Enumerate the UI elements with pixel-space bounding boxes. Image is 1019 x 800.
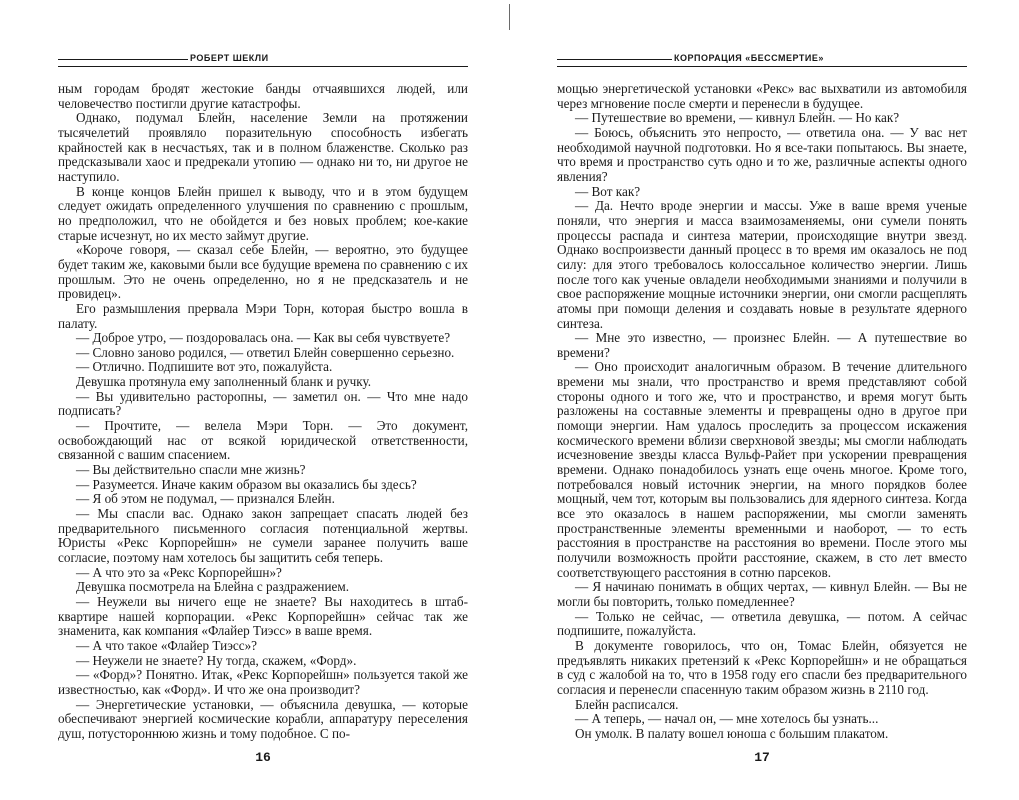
paragraph: — Мне это известно, — произнес Блейн. — А путешествие во времени?	[557, 330, 967, 360]
right-page	[557, 0, 967, 800]
left-head-rule	[58, 66, 468, 67]
paragraph: — Мы спасли вас. Однако закон запрещает спасать людей без предварительного письменного согласия потенциальной жертвы. Юристы «Рекс Корпорейшн» не сумели заранее получить ваше согласие, поэтому нам хотелось бы защитить себя теперь.	[58, 506, 468, 565]
paragraph: — Неужели вы ничего еще не знаете? Вы находитесь в штаб-квартире нашей корпорации. «Рекс Корпорейшн» сейчас так же знаменита, как компания «Флайер Тиэсс» в ваше время.	[58, 593, 468, 639]
paragraph: — Вот как?	[575, 183, 641, 199]
head-leader-line	[58, 59, 188, 60]
head-leader-line	[557, 59, 672, 60]
paragraph: — Только не сейчас, — ответила девушка, — потом. А сейчас подпишите, пожалуйста.	[557, 608, 967, 639]
paragraph: — Прочтите, — велела Мэри Торн. — Это документ, освобождающий нас от всякой юридической ответственности, связанной с вашим спасением.	[58, 418, 468, 463]
paragraph: — Я об этом не подумал, — признался Блейн.	[76, 491, 335, 507]
paragraph: — Боюсь, объяснить это непросто, — ответила она. — У вас нет необходимой научной подготовки. Но я все-таки попытаюсь. Вы знаете, что время и пространство суть одно и то же, различные аспекты одного явления?	[557, 124, 967, 184]
left-body-text	[58, 82, 468, 742]
paragraph: — Неужели не знаете? Ну тогда, скажем, «Форд».	[76, 652, 357, 668]
paragraph: — Оно происходит аналогичным образом. В течение длительного времени мы знали, что пространство и время представляют собой стороны одного и того же, что и пространство, и время могут быть разложены на составные элементы и превращены одно в другое при помощи энергии. Нам удалось проследить за процессом искажения космического времени вблизи сверхновой звезды; мы смогли наблюдать исчезновение звезды класса Вульф-Райет при ускорении превращения времени. Однако понадобилось узнать еще очень многое. Кроме того, потребовался новый источник энергии, на много порядков более мощный, чем тот, которым вы пользовались для ядерного синтеза. Когда все это оказалось в нашем распоряжении, мы смогли заменять пространственные элементы временными и наоборот, — то есть расстояния в пространстве на расстояния во времени. После этого мы получили возможность пройти расстояние, скажем, в сто лет вместо соответствующего расстояния в сотню парсеков.	[557, 359, 967, 580]
paragraph: — Доброе утро, — поздоровалась она. — Как вы себя чувствуете?	[76, 330, 451, 346]
paragraph: — Энергетические установки, — объяснила девушка, — которые обеспечивают энергией космические корабли, аппаратуру переселения душ, потустороннюю жизнь и тому подобное. С по-	[58, 696, 468, 741]
paragraph: — А теперь, — начал он, — мне хотелось бы узнать...	[575, 711, 879, 727]
paragraph: Его размышления прервала Мэри Торн, которая быстро вошла в палату.	[58, 300, 468, 331]
paragraph: Девушка посмотрела на Блейна с раздражением.	[76, 579, 350, 595]
right-running-head-text: КОРПОРАЦИЯ «БЕССМЕРТИЕ»	[674, 53, 824, 63]
right-running-head	[557, 45, 967, 63]
paragraph: Однако, подумал Блейн, население Земли на протяжении тысячелетий проявляло поразительную способность избегать крайностей как в несчастьях, так и в полном блаженстве. Сколько раз предсказывали хаос и предрекали утопию — однако ни то, ни другое не наступило.	[58, 110, 468, 184]
paragraph: мощью энергетической установки «Рекс» вас выхватили из автомобиля через мгновение после смерти и перенесли в будущее.	[557, 81, 967, 111]
paragraph: Блейн расписался.	[575, 696, 679, 712]
right-head-rule	[557, 66, 967, 67]
book-gutter	[509, 4, 510, 30]
left-running-head	[58, 45, 468, 63]
paragraph: — Да. Нечто вроде энергии и массы. Уже в ваше время ученые поняли, что энергия и масса взаимозаменяемы, они сумели понять процессы распада и синтеза материи, происходящие внутри звезд. Однако воспроизвести данный процесс в то время им оказалось не под силу: для этого требовалось колоссальное количество энергии. Лишь после того как ученые овладели необходимыми знаниями и получили в свое распоряжение мощные источники энергии, они смогли расщеплять атомы при помощи деления и создавать новые в результате ядерного синтеза.	[557, 198, 967, 331]
paragraph: — Путешествие во времени, — кивнул Блейн. — Но как?	[575, 110, 900, 126]
paragraph: «Короче говоря, — сказал себе Блейн, — вероятно, это будущее будет таким же, каковыми были все будущие времена по сравнению с их прошлым. Это не очень определенно, но я не предсказатель и не провидец».	[58, 242, 468, 302]
paragraph: — Вы действительно спасли мне жизнь?	[76, 462, 306, 478]
paragraph: — А что такое «Флайер Тиэсс»?	[76, 637, 258, 653]
paragraph: — Вы удивительно расторопны, — заметил он. — Что мне надо подписать?	[58, 388, 468, 419]
paragraph: — Словно заново родился, — ответил Блейн совершенно серьезно.	[76, 344, 455, 360]
paragraph: — Я начинаю понимать в общих чертах, — кивнул Блейн. — Вы не могли бы повторить, только помедленнее?	[557, 579, 967, 609]
paragraph: — «Форд»? Понятно. Итак, «Рекс Корпорейшн» пользуется такой же известностью, как «Форд». И что же она производит?	[58, 667, 468, 697]
left-running-head-text: РОБЕРТ ШЕКЛИ	[190, 53, 269, 63]
left-page-number: 16	[255, 750, 271, 765]
right-body-text	[557, 82, 967, 742]
left-page	[58, 0, 468, 800]
paragraph: В документе говорилось, что он, Томас Блейн, обязуется не предъявлять никаких претензий к «Рекс Корпорейшн» и не обращаться в суд с жалобой на то, что в 1958 году его спасли без предварительного согласия и перенесли спасенную таким образом жизнь в 2110 год.	[557, 637, 967, 697]
paragraph: ным городам бродят жестокие банды отчаявшихся людей, или человечество постигли другие катастрофы.	[58, 81, 468, 111]
paragraph: — Отлично. Подпишите вот это, пожалуйста.	[76, 359, 333, 375]
paragraph: Он умолк. В палату вошел юноша с большим плакатом.	[575, 725, 889, 741]
paragraph: В конце концов Блейн пришел к выводу, что и в этом будущем следует ожидать определенного улучшения по сравнению с прошлым, но предположил, что не обойдется и без новых проблем; кое-какие старые исчезнут, но их место займут другие.	[58, 183, 468, 243]
right-page-number: 17	[754, 750, 770, 765]
paragraph: Девушка протянула ему заполненный бланк и ручку.	[76, 374, 372, 390]
paragraph: — Разумеется. Иначе каким образом вы оказались бы здесь?	[76, 476, 417, 492]
paragraph: — А что это за «Рекс Корпорейшн»?	[76, 564, 282, 580]
